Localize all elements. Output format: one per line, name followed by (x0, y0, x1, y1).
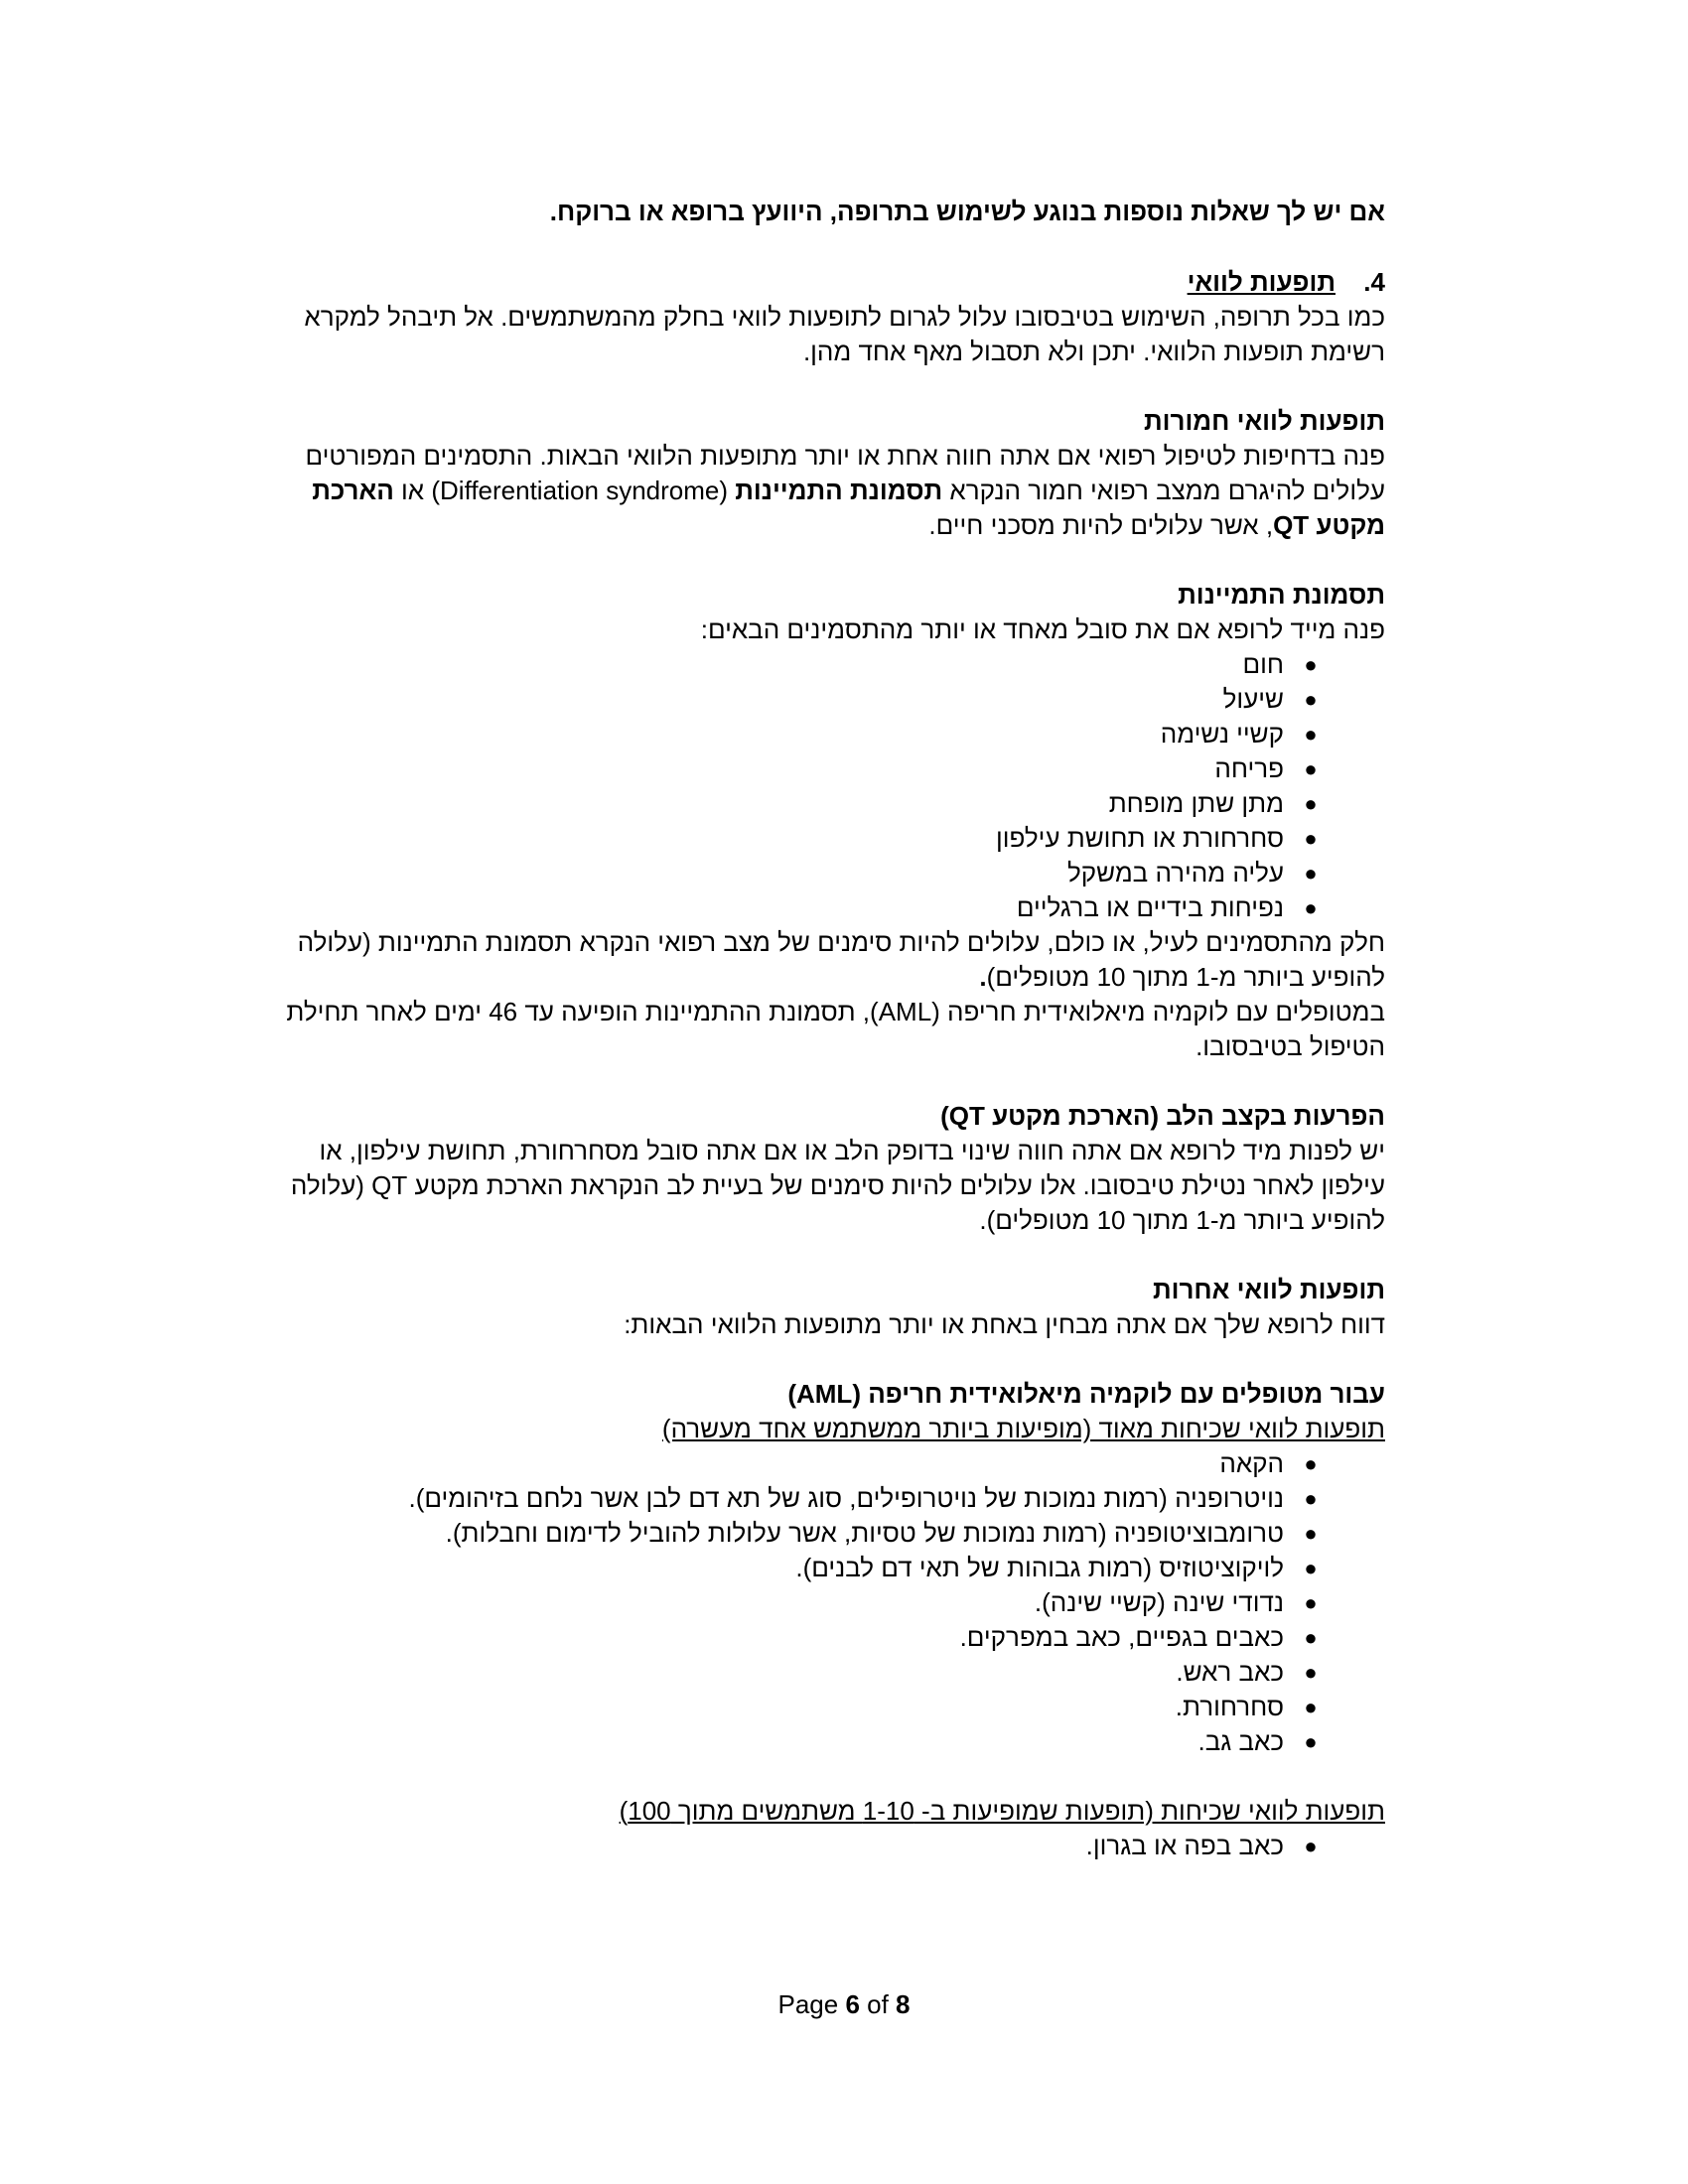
other-heading: תופעות לוואי אחרות (1152, 1275, 1385, 1304)
list-item (268, 1690, 1336, 1724)
bullet-icon: ● (1304, 1660, 1318, 1685)
common-list (268, 1829, 1385, 1863)
list-item-text: פריחה (1214, 753, 1284, 783)
bullet-icon: ● (1304, 791, 1318, 816)
differentiation-intro: פנה מייד לרופא אם את סובל מאחד או יותר מהתסמינים הבאים: (700, 614, 1385, 644)
bullet-icon: ● (1304, 895, 1318, 920)
symptom-list (268, 647, 1385, 925)
bullet-icon: ● (1304, 1834, 1318, 1858)
serious-text: פנה בדחיפות לטיפול רפואי אם אתה חווה אחת או יותר מתופעות הלוואי הבאות. התסמינים המפורטים עלולים להיגרם ממצב רפואי חמור הנקרא תסמונת התמיינות (Differentiation syndrome) או הארכת מקטע QT, אשר עלולים להיות מסכני חיים. (305, 441, 1385, 540)
other-text: דווח לרופא שלך אם אתה מבחין באחת או יותר מתופעות הלוואי הבאות: (624, 1309, 1385, 1339)
list-item (268, 682, 1336, 717)
list-item (268, 1585, 1336, 1620)
list-item-text: קשיי נשימה (1160, 719, 1284, 749)
list-item-text: שיעול (1222, 684, 1284, 714)
list-item-text: נדודי שינה (קשיי שינה). (1034, 1587, 1284, 1617)
section-number: 4. (1363, 267, 1385, 297)
bullet-icon: ● (1304, 1521, 1318, 1546)
list-item (268, 1481, 1336, 1516)
bold-differentiation: תסמונת התמיינות (735, 476, 943, 505)
serious-heading: תופעות לוואי חמורות (1143, 406, 1385, 436)
bullet-icon: ● (1304, 826, 1318, 851)
very-common-list (268, 1446, 1385, 1759)
list-item (268, 717, 1336, 751)
differentiation-after-1: חלק מהתסמינים לעיל, או כולם, עלולים להיות סימנים של מצב רפואי הנקרא תסמונת התמיינות (עלולה להופיע ביותר מ-1 מתוך 10 מטופלים). (297, 927, 1385, 992)
list-item (268, 1724, 1336, 1759)
bullet-icon: ● (1304, 861, 1318, 886)
differentiation-after-2: במטופלים עם לוקמיה מיאלואידית חריפה (AML), תסמונת ההתמיינות הופיעה עד 46 ימים לאחר תחילת הטיפול בטיבסובו. (286, 997, 1385, 1061)
list-item-text: כאבים בגפיים, כאב במפרקים. (959, 1622, 1284, 1652)
list-item (268, 856, 1336, 890)
list-item-text: סחרחורת. (1175, 1692, 1284, 1721)
very-common-heading: תופעות לוואי שכיחות מאוד (מופיעות ביותר ממשתמש אחד מעשרה) (661, 1414, 1385, 1443)
bold-qt: הארכת מקטע QT (312, 476, 1385, 540)
list-item (268, 1446, 1336, 1481)
list-item (268, 1655, 1336, 1690)
qt-heading: הפרעות בקצב הלב (הארכת מקטע QT) (940, 1101, 1385, 1131)
list-item (268, 1829, 1336, 1863)
list-item (268, 786, 1336, 821)
list-item (268, 647, 1336, 682)
section-title: תופעות לוואי (1187, 267, 1336, 297)
page-content (268, 195, 1385, 1863)
list-item-text: הקאה (1219, 1448, 1284, 1478)
list-item (268, 1620, 1336, 1655)
differentiation-heading: תסמונת התמיינות (1178, 580, 1385, 610)
list-item-text: טרומבוציטופניה (רמות נמוכות של טסיות, אשר עלולות להוביל לדימום וחבלות). (445, 1518, 1284, 1548)
list-item (268, 821, 1336, 856)
list-item (268, 890, 1336, 925)
bullet-icon: ● (1304, 1729, 1318, 1754)
bullet-icon: ● (1304, 1451, 1318, 1476)
list-item-text: חום (1242, 649, 1284, 679)
section-4-text: כמו בכל תרופה, השימוש בטיבסובו עלול לגרום לתופעות לוואי בחלק מהמשתמשים. אל תיבהל למקרא רשימת תופעות הלוואי. יתכן ולא תסבול מאף אחד מהן. (304, 302, 1385, 366)
bullet-icon: ● (1304, 1590, 1318, 1615)
list-item-text: נויטרופניה (רמות נמוכות של נויטרופילים, סוג של תא דם לבן אשר נלחם בזיהומים). (408, 1483, 1284, 1513)
list-item-text: כאב בפה או בגרון. (1085, 1831, 1284, 1860)
list-item-text: עליה מהירה במשקל (1066, 858, 1284, 887)
list-item-text: כאב ראש. (1176, 1657, 1284, 1687)
section-4-header (268, 265, 1385, 300)
aml-heading: עבור מטופלים עם לוקמיה מיאלואידית חריפה (AML) (787, 1379, 1385, 1409)
list-item-text: סחרחורת או תחושת עילפון (996, 823, 1284, 853)
list-item-text: נפיחות בידיים או ברגליים (1016, 892, 1284, 922)
bullet-icon: ● (1304, 756, 1318, 781)
common-heading: תופעות לוואי שכיחות (תופעות שמופיעות ב- 1-10 משתמשים מתוך 100) (619, 1796, 1385, 1826)
bullet-icon: ● (1304, 687, 1318, 712)
bullet-icon: ● (1304, 1695, 1318, 1719)
bullet-icon: ● (1304, 1556, 1318, 1580)
list-item-text: מתן שתן מופחת (1108, 788, 1284, 818)
bullet-icon: ● (1304, 652, 1318, 677)
list-item-text: לויקוציטוזיס (רמות גבוהות של תאי דם לבנים). (795, 1553, 1284, 1582)
list-item (268, 751, 1336, 786)
list-item (268, 1516, 1336, 1551)
bullet-icon: ● (1304, 1625, 1318, 1650)
qt-text: יש לפנות מיד לרופא אם אתה חווה שינוי בדופק הלב או אם אתה סובל מסחרחורת, תחושת עילפון, או עילפון לאחר נטילת טיבסובו. אלו עלולים להיות סימנים של בעיית לב הנקראת הארכת מקטע QT (עלולה להופיע ביותר מ-1 מתוך 10 מטופלים). (290, 1136, 1385, 1235)
current-page-number: 6 (845, 1989, 860, 2019)
list-item (268, 1551, 1336, 1585)
page-footer: Page 6 of 8 (777, 1989, 911, 2019)
list-item-text: כאב גב. (1197, 1726, 1284, 1756)
total-pages-number: 8 (896, 1989, 911, 2019)
bullet-icon: ● (1304, 722, 1318, 747)
bullet-icon: ● (1304, 1486, 1318, 1511)
intro-note: אם יש לך שאלות נוספות בנוגע לשימוש בתרופה, היוועץ ברופא או ברוקח. (549, 197, 1385, 226)
